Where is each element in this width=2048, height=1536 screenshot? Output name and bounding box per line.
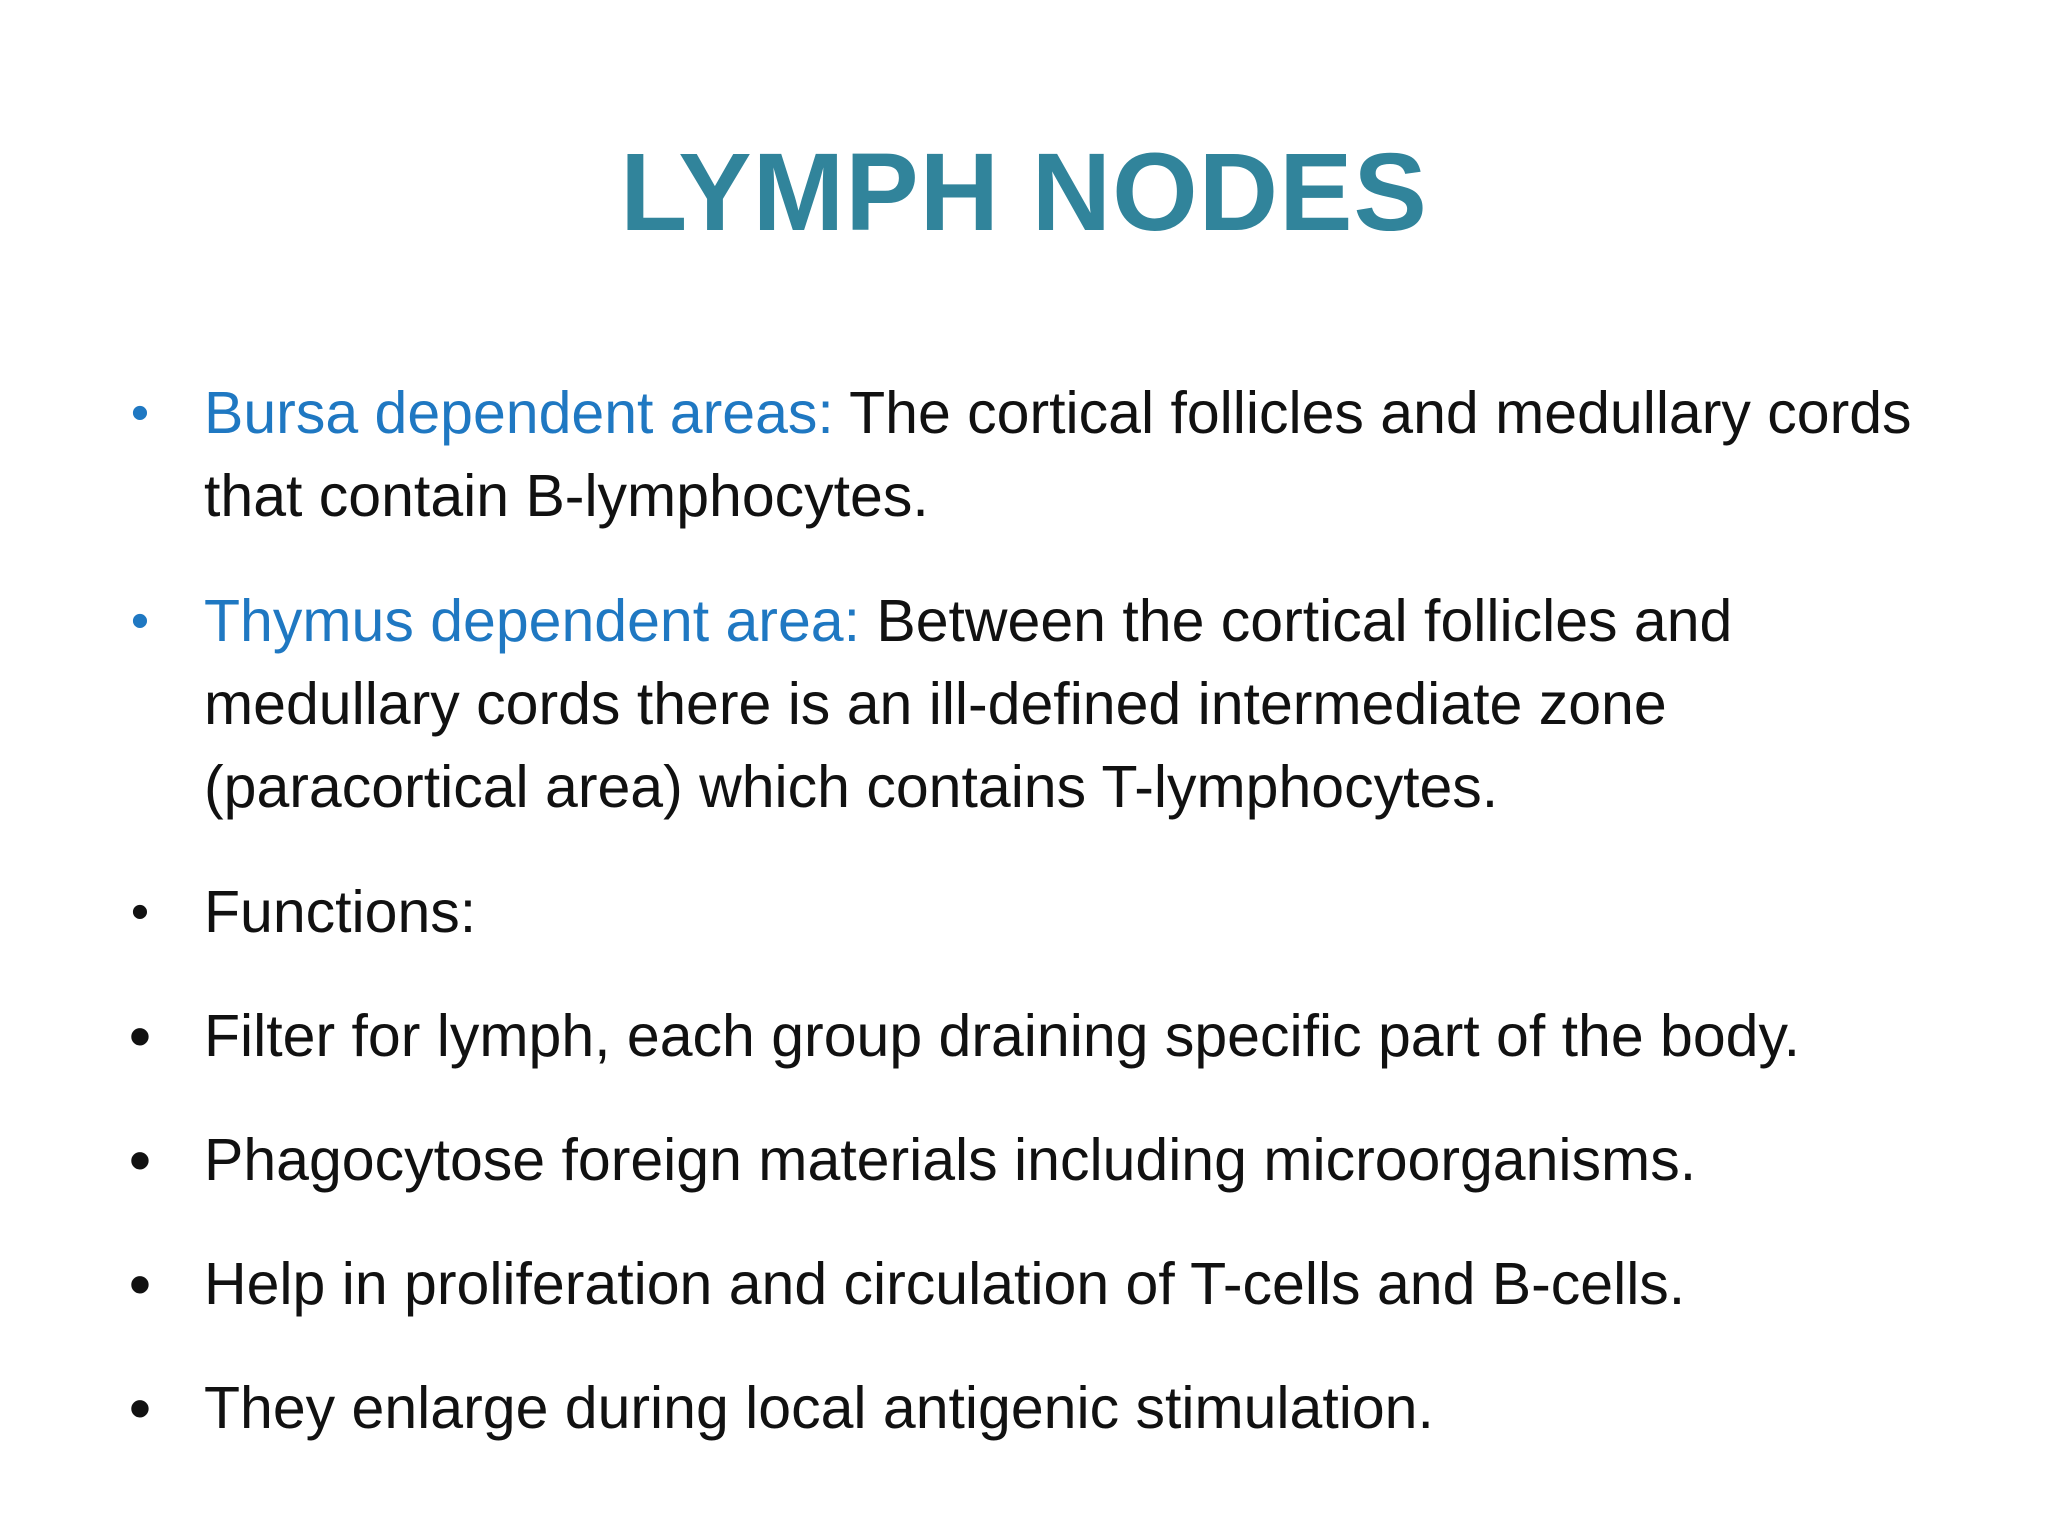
bullet-item-enlarge — [122, 1367, 1982, 1450]
bullet-text: The cortical follicles and medullary cords that contain B-lymphocytes. — [204, 380, 1912, 529]
bullet-term: Thymus dependent area: — [204, 588, 860, 654]
bullet-text: Phagocytose foreign materials including microorganisms. — [204, 1127, 1697, 1193]
bullet-text: They enlarge during local antigenic stimulation. — [204, 1375, 1434, 1441]
bullet-icon: • — [128, 1248, 152, 1320]
bullet-icon: • — [130, 592, 150, 650]
bullet-icon: • — [130, 883, 150, 941]
bullet-text: Functions: — [204, 879, 477, 945]
bullet-item-thymus — [122, 580, 1982, 829]
bullet-icon: • — [128, 1372, 152, 1444]
bullet-item-bursa — [122, 372, 1982, 538]
bullet-term: Bursa dependent areas: — [204, 380, 834, 446]
bullet-icon: • — [128, 1124, 152, 1196]
bullet-icon: • — [128, 1000, 152, 1072]
bullet-item-functions — [122, 871, 1982, 954]
bullet-text: Between the cortical follicles and medullary cords there is an ill-defined intermediate zone (paracortical area) which contains T-lymphocytes. — [204, 588, 1733, 820]
bullet-text: Help in proliferation and circulation of T-cells and B-cells. — [204, 1251, 1686, 1317]
bullet-list — [122, 372, 1982, 1491]
bullet-text: Filter for lymph, each group draining specific part of the body. — [204, 1003, 1800, 1069]
bullet-item-filter — [122, 995, 1982, 1078]
bullet-item-phagocytose — [122, 1119, 1982, 1202]
bullet-item-proliferation — [122, 1243, 1982, 1326]
slide-title: LYMPH NODES — [620, 131, 1428, 254]
bullet-icon: • — [130, 384, 150, 442]
